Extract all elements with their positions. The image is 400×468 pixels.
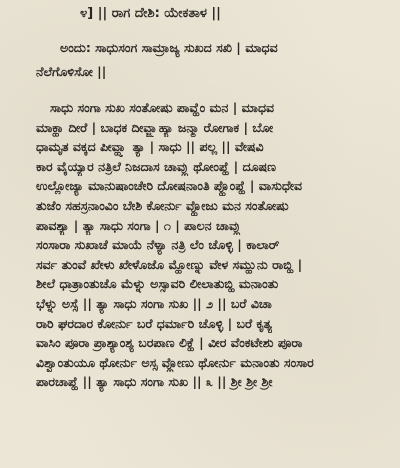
verse-line: ವಾಸಿಂ ಪೂರಾ ಪ್ರಾಶ್ಯಾಂಶ್ಯ ಬರಪಾಣ ಲಿಕ್ಹೆ | ವೀರ ವೆಂಕಟೇಶು ಪೂರಾ	[36, 335, 303, 351]
verse-line: ಸಾಧು ಸಂಗಾ ಸುಖ ಸಂತೋಷು ಪಾವ್ಹೆಂ ಮನ | ಮಾಧವ	[50, 100, 275, 115]
intro-block	[16, 36, 388, 84]
verse-line: ಮಾಕ್ಹಾ ದೀರೆ | ಬಾಧಕ ದೀವ್ಜ್ಯಾಹ್ಯಾ ಜನ್ಮಾ ರೋಗಾಕ | ಬೋ	[36, 119, 274, 135]
verse-line: ಭೆಳ್ನು ಅಸ್ಸೆ || ತ್ಯಾ ಸಾಧು ಸಂಗಾ ಸುಖ || ೨ || ಬರೆ ವಿಚಾ	[36, 295, 272, 311]
intro-line: ನೆಲೆಗೊಳಿಸೋ ||	[36, 64, 107, 79]
verse-line: ಉಲ್ಲೋಜ್ಯಾ ಮಾನುಷಾಂಚೇರಿ ದೋಷನಾಂತಿ ಪ್ಹೊಂಪ್ಹೆ | ವಾಸುಧೇವ	[36, 178, 303, 194]
verse-line: ಸಂಸಾರಾ ಸುಖಾಚೆ ಮಾಯೆ ನೆಳ್ಯಾ ನತ್ರಿ ಲೆಂ ಚೊಳ್ಳಿ | ಕಾಲಾರ್	[36, 237, 280, 253]
verse-line: ಕಾರ ವೈಯ್ಯಾರ ನತ್ರಿಲೆ ನಿಜದಾಸ ಚಾವ್ಹು ಥೋಂಪ್ಹೆ | ದೂಷಣ	[36, 158, 276, 174]
verse-line: ಧಾಮೃತ ವಕ್ಕದ ಪೀವ್ಹ್ಯಾ ತ್ಯಾ | ಸಾಧು || ಪಲ್ಲ || ವೇಷವಿ	[36, 139, 264, 155]
verse-line: ಸರ್ವ ತುಂವೆ ಖೇಳು ಖೇಳೊಜೊ ಮ್ಹೋಣ್ನು ವೇಳ ಸಮ್ಹುನು ರಾಬ್ಹಿ |	[36, 256, 303, 272]
verse-line: ಪಾರಚಾಪ್ಹೆ || ತ್ಯಾ ಸಾಧು ಸಂಗಾ ಸುಖ || ೩ || ಶ್ರೀ ಶ್ರೀ ಶ್ರೀ	[36, 374, 273, 390]
verse-line: ಶೀಲೆ ಧಾತ್ರಾಂತುಚೊ ಮೆಳ್ನು ಅಸ್ಸಾವರಿ ಲೀಲಾತುಬ್ಹಿ ಮನಾಂತು	[36, 276, 279, 292]
verse-line: ರಾರಿ ಘರದಾರ ಕೋರ್ನು ಬರೆ ಧರ್ಮಾರಿ ಚೊಳ್ಳಿ | ಬರೆ ಕೃತ್ಯ	[36, 315, 272, 331]
verse-line: ಪಾವಶ್ಯಾ | ತ್ಯಾ ಸಾಧು ಸಂಗಾ | ೧ | ಪಾಲನ ಚಾವ್ಹು	[36, 217, 241, 233]
song-heading: ೪] || ರಾಗ ದೇಶಿ: ಯೇಕತಾಳ ||	[80, 6, 221, 21]
verse-line: ತುಜೆಂ ಸಹಸ್ರನಾಂವಿಂ ಬೇಶಿ ಕೋರ್ನು ವ್ಹೋಜು ಮನ ಸಂತೋಷು	[36, 197, 289, 213]
intro-line: ಅಂದು: ಸಾಧುಸಂಗ ಸಾಮ್ರಾಜ್ಯ ಸುಖದ ಸಖಿ | ಮಾಧವ	[60, 40, 278, 55]
verse-line: ವಿಶ್ವಾಂತುಯೂ ಥೋರ್ನು ಅಸ್ಸ ವ್ಹೋಣು ಥೋರ್ನು ಮನಾಂತು ಸಂಸಾರ	[36, 354, 314, 370]
verse-block	[16, 98, 388, 392]
